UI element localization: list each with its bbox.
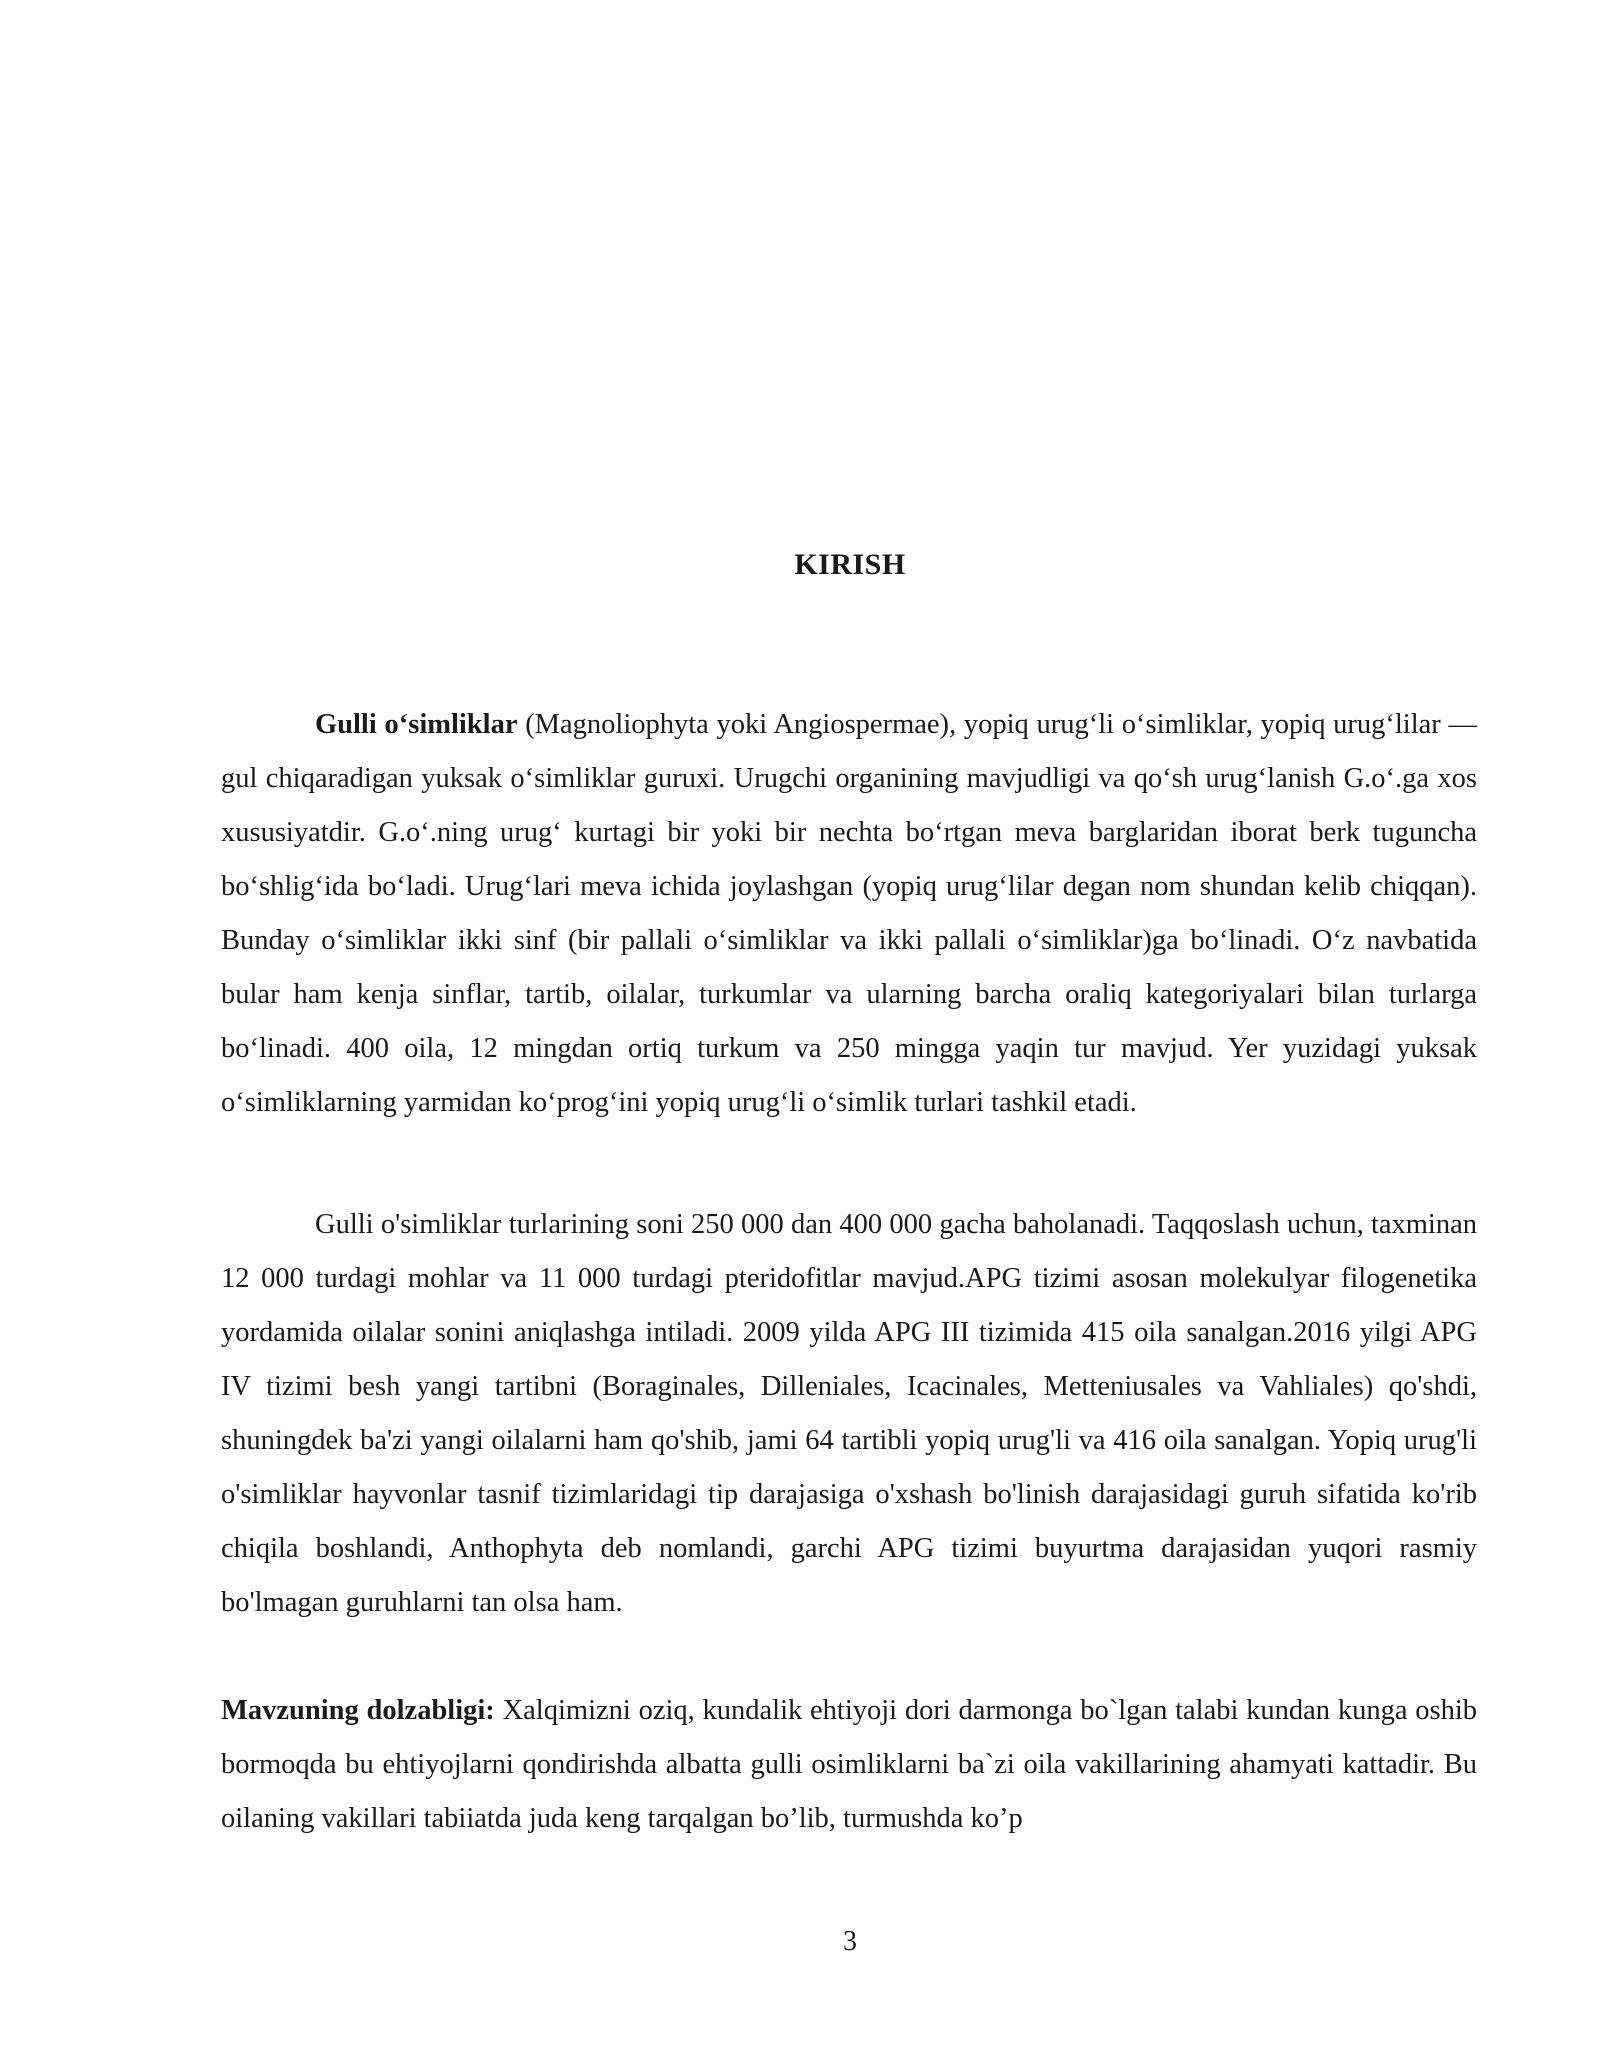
paragraph-relevance-lead: Mavzuning dolzabligi: [221, 1695, 495, 1726]
paragraph-intro-lead: Gulli o‘simliklar [315, 709, 518, 740]
paragraph-species-count-text: Gulli o'simliklar turlarining soni 250 000 dan 400 000 gacha baholanadi. Taqqoslash uchun, taxminan 12 000 turdagi mohlar va 11 000 turdagi pteridofitlar mavjud.APG tizimi asosan molekulyar filogenetika yordamida oilalar sonini aniqlashga intiladi. 2009 yilda APG III tizimida 415 oila sanalgan.2016 yilgi APG IV tizimi besh yangi tartibni (Boraginales, Dilleniales, Icacinales, Metteniusales va Vahliales) qo'shdi, shuningdek ba'zi yangi oilalarni ham qo'shib, jami 64 tartibli yopiq urug'li va 416 oila sanalgan. Yopiq urug'li o'simliklar hayvonlar tasnif tizimlaridagi tip darajasiga o'xshash bo'linish darajasidagi guruh sifatida ko'rib chiqila boshlandi, Anthophyta deb nomlandi, garchi APG tizimi buyurtma darajasidan yuqori rasmiy bo'lmagan guruhlarni tan olsa ham. [221, 1209, 1477, 1618]
paragraph-species-count [221, 1198, 1477, 1630]
paragraph-relevance-body: Xalqimizni oziq, kundalik ehtiyoji dori darmonga bo`lgan talabi kundan kunga oshib bormoqda bu ehtiyojlarni qondirishda albatta gulli osimliklarni ba`zi oila vakillarining ahamyati kattadir. Bu oilaning vakillari tabiiatda juda keng tarqalgan bo’lib, turmushda ko’p [221, 1695, 1477, 1834]
paragraph-intro [221, 698, 1477, 1130]
paragraph-intro-body: (Magnoliophyta yoki Angiospermae), yopiq urug‘li o‘simliklar, yopiq urug‘lilar — gul chiqaradigan yuksak o‘simliklar guruxi. Urugchi organining mavjudligi va qo‘sh urug‘lanish G.o‘.ga xos xususiyatdir. G.o‘.ning urug‘ kurtagi bir yoki bir nechta bo‘rtgan meva barglaridan iborat berk tuguncha bo‘shlig‘ida bo‘ladi. Urug‘lari meva ichida joylashgan (yopiq urug‘lilar degan nom shundan kelib chiqqan). Bunday o‘simliklar ikki sinf (bir pallali o‘simliklar va ikki pallali o‘simliklar)ga bo‘linadi. O‘z navbatida bular ham kenja sinflar, tartib, oilalar, turkumlar va ularning barcha oraliq kategoriyalari bilan turlarga bo‘linadi. 400 oila, 12 mingdan ortiq turkum va 250 mingga yaqin tur mavjud. Yer yuzidagi yuksak o‘simliklarning yarmidan ko‘prog‘ini yopiq urug‘li o‘simlik turlari tashkil etadi. [221, 709, 1477, 1118]
page-number: 3 [843, 1926, 857, 1957]
paragraph-intro-text [221, 698, 1477, 1130]
paragraph-relevance-text [221, 1684, 1477, 1846]
paragraph-relevance [221, 1684, 1477, 1846]
section-title: KIRISH [794, 548, 906, 581]
